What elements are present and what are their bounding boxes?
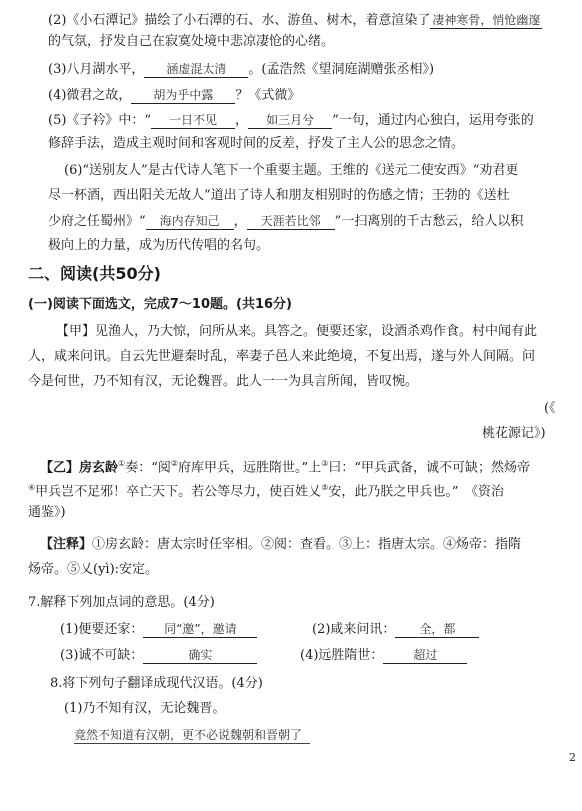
q7-item-2-answer: 全，都 [395, 621, 479, 638]
q2-line1 [48, 12, 542, 29]
section-title-reading: 二、阅读(共50分) [28, 264, 161, 283]
q7-item-2-label: (2)咸来问讯： [312, 622, 396, 637]
q6-answer-1: 海内存知己 [146, 213, 234, 230]
note-ref-2: ② [170, 459, 179, 468]
q4-source: ？《式微》 [235, 88, 301, 103]
q5-text-cont: 修辞手法，造成主观时间和客观时间的反差，抒发了主人公的思念之情。 [48, 136, 465, 151]
q7-item-1 [60, 621, 257, 638]
passage-yi-text-d: 甲兵岂不足邪！卒亡天下。若公等尽力，使百姓乂 [35, 484, 322, 500]
q7-item-3 [60, 647, 257, 664]
page-number: 2 [569, 751, 576, 764]
passage-yi-text-b: 府库甲兵，远胜隋世。”上 [178, 460, 322, 476]
q6-text-3: 少府之任蜀州》“ [48, 214, 146, 229]
passage-yi-line2 [28, 480, 504, 500]
q7-item-3-label: (3)诚不可缺： [60, 648, 144, 663]
q6-text-5: 极向上的力量，成为历代传唱的名句。 [48, 238, 270, 253]
passage-jia-line1: 【甲】见渔人，乃大惊，问所从来。具答之。便要还家，设酒杀鸡作食。村中闻有此 [56, 324, 538, 339]
q5-text-end: ”一句，通过内心独白，运用夸张的 [332, 113, 534, 128]
q7-item-4-label: (4)远胜隋世： [300, 648, 384, 663]
q5-comma: ， [235, 113, 249, 128]
q4-text: (4)微君之故， [48, 88, 132, 103]
q6-line4 [48, 238, 269, 254]
q5-answer-2: 如三月兮 [248, 112, 332, 129]
q8-item-1-answer: 竟然不知道有汉朝，更不必说魏朝和晋朝了 [74, 727, 310, 744]
passage-yi-line1 [40, 456, 530, 476]
q6-line2 [48, 188, 510, 204]
q2-line2 [48, 34, 334, 50]
q7-item-2 [312, 621, 479, 638]
note-ref-3: ③ [321, 459, 329, 468]
q8-title: 8.将下列句子翻译成现代汉语。(4分) [50, 676, 263, 691]
q2-text-end: 的气氛，抒发自己在寂寞处境中悲凉凄怆的心绪。 [48, 34, 335, 49]
q6-line3 [48, 213, 523, 230]
q6-text-4: ”一扫离别的千古愁云，给人以积 [334, 214, 524, 229]
q5-answer-1: 一日不见 [151, 112, 235, 129]
q3-source: 。(孟浩然《望洞庭湖赠张丞相》) [248, 62, 435, 77]
note-ref-5: ⑤ [321, 483, 329, 492]
q3-text: (3)八月湖水平， [48, 62, 145, 77]
passage-yi-line3: 通鉴》) [28, 505, 66, 520]
q6-text-2: 尽一杯酒，西出阳关无故人”道出了诗人和朋友相别时的伤感之情；王勃的《送杜 [48, 188, 510, 203]
passage-yi-text-e: 安，此乃朕之甲兵也。” 《资治 [328, 484, 505, 500]
notes-label: 【注释】 [40, 537, 93, 552]
q6-text: (6)“送别友人”是古代诗人笔下一个重要主题。王维的《送元二使安西》“劝君更 [64, 163, 519, 178]
q5-line2 [48, 136, 464, 152]
q3-line [48, 61, 434, 78]
q8-item-1: (1)乃不知有汉，无论魏晋。 [64, 701, 226, 716]
q3-answer: 涵虚混太清 [144, 61, 248, 78]
passage-jia-line2: 人，咸来问讯。自云先世避秦时乱，率妻子邑人来此绝境，不复出焉，遂与外人间隔。问 [28, 349, 536, 364]
q4-line [48, 87, 300, 104]
notes-line2: 炀帝。⑤乂(yì):安定。 [28, 562, 159, 577]
note-ref-1: ① [118, 459, 126, 468]
q6-line1 [64, 163, 518, 179]
passage-yi-label: 【乙】房玄龄 [40, 460, 119, 476]
reading-subtitle: (一)阅读下面选文，完成7～10题。(共16分) [28, 297, 292, 312]
q6-answer-2: 天涯若比邻 [247, 213, 335, 230]
passage-jia-line3: 今是何世，乃不知有汉，无论魏晋。此人一一为具言所闻，皆叹惋。 [28, 374, 419, 389]
passage-jia-source: 桃花源记》) [482, 426, 546, 441]
q7-item-1-label: (1)便要还家： [60, 622, 144, 637]
passage-yi-text-c: 曰：“甲兵武备，诚不可缺；然炀帝 [328, 460, 530, 476]
q7-title: 7.解释下列加点词的意思。(4分) [28, 595, 215, 610]
q4-answer: 胡为乎中露 [131, 87, 235, 104]
notes-line1 [40, 537, 521, 553]
q2-text: (2)《小石潭记》描绘了小石潭的石、水、游鱼、树木，着意渲染了 [48, 13, 431, 28]
passage-yi-text-a: 奏：“阅 [125, 460, 171, 476]
q5-text: (5)《子衿》中：“ [48, 113, 152, 128]
note-ref-4: ④ [28, 483, 36, 492]
q7-item-3-answer: 确实 [143, 647, 257, 664]
passage-jia-source-open: (《 [544, 401, 556, 416]
q2-answer: 凄神寒骨，悄怆幽邃 [432, 13, 541, 27]
q6-comma: ， [233, 214, 247, 229]
q5-line1 [48, 112, 534, 129]
q7-item-4-answer: 超过 [383, 647, 467, 664]
notes-text-1: ①房玄龄：唐太宗时任宰相。②阅：查看。③上：指唐太宗。④炀帝：指隋 [92, 537, 522, 552]
q7-item-4 [300, 647, 467, 664]
q7-item-1-answer: 同“邀”，邀请 [143, 621, 257, 638]
